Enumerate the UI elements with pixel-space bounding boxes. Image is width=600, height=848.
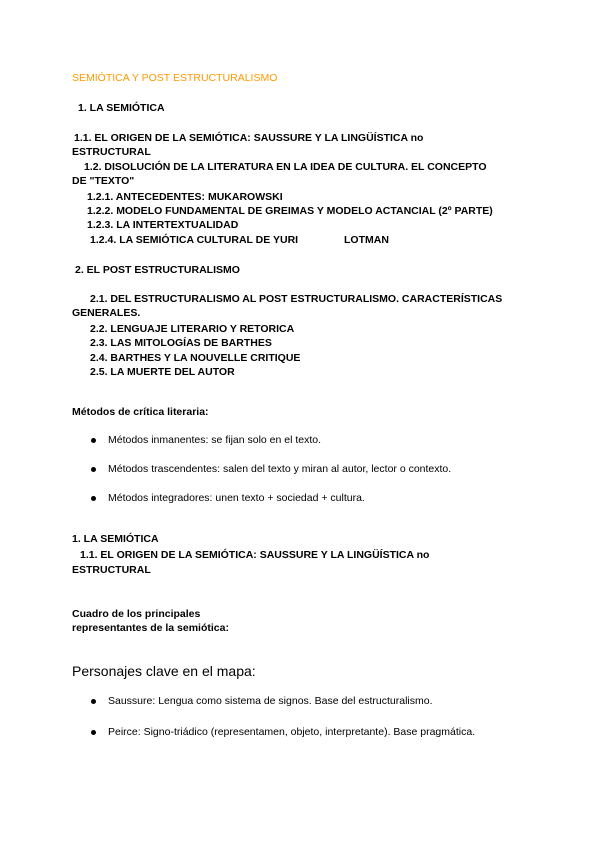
personajes-item-2: Peirce: Signo-triádico (representamen, objeto, interpretante). Base pragmática. (108, 726, 476, 738)
section-1-1-line1: 1.1. EL ORIGEN DE LA SEMIÓTICA: SAUSSURE Y LA LINGÜÍSTICA no (74, 132, 424, 144)
section-1-2-line2: DE "TEXTO" (72, 175, 135, 187)
cuadro-line-1: Cuadro de los principales (72, 608, 201, 620)
section-2-5: 2.5. LA MUERTE DEL AUTOR (90, 366, 235, 378)
section-2-heading: 2. EL POST ESTRUCTURALISMO (75, 264, 240, 276)
section-2-1-line2: GENERALES. (72, 307, 141, 319)
methods-item-3: Métodos integradores: unen texto + sociedad + cultura. (108, 492, 365, 504)
document-title: SEMIÓTICA Y POST ESTRUCTURALISMO (72, 72, 278, 84)
bullet-icon (91, 467, 96, 472)
methods-item-1: Métodos inmanentes: se fijan solo en el texto. (108, 434, 322, 446)
section-1-2-1: 1.2.1. ANTECEDENTES: MUKAROWSKI (87, 191, 283, 203)
section-1-2-line1: 1.2. DISOLUCIÓN DE LA LITERATURA EN LA IDEA DE CULTURA. EL CONCEPTO (84, 161, 487, 173)
section-1-1-line2: ESTRUCTURAL (72, 146, 151, 158)
bullet-icon (91, 496, 96, 501)
section-2-2: 2.2. LENGUAJE LITERARIO Y RETORICA (90, 323, 295, 335)
bullet-icon (91, 730, 96, 735)
section-1-2-3: 1.2.3. LA INTERTEXTUALIDAD (87, 219, 239, 231)
methods-item-2: Métodos trascendentes: salen del texto y miran al autor, lector o contexto. (108, 463, 452, 475)
repeat-section-1-1-line1: 1.1. EL ORIGEN DE LA SEMIÓTICA: SAUSSURE Y LA LINGÜÍSTICA no (80, 549, 430, 561)
personajes-item-1: Saussure: Lengua como sistema de signos. Base del estructuralismo. (108, 695, 433, 707)
bullet-icon (91, 699, 96, 704)
methods-heading: Métodos de crítica literaria: (72, 406, 209, 418)
section-1-heading: 1. LA SEMIÓTICA (78, 102, 165, 114)
bullet-icon (91, 438, 96, 443)
section-2-1-line1: 2.1. DEL ESTRUCTURALISMO AL POST ESTRUCTURALISMO. CARACTERÍSTICAS (90, 293, 503, 305)
section-1-2-2: 1.2.2. MODELO FUNDAMENTAL DE GREIMAS Y MODELO ACTANCIAL (2º PARTE) (87, 205, 493, 217)
section-1-2-4-part2: LOTMAN (344, 234, 389, 246)
section-1-2-4-part1: 1.2.4. LA SEMIÓTICA CULTURAL DE YURI (90, 234, 299, 246)
section-2-3: 2.3. LAS MITOLOGÍAS DE BARTHES (90, 337, 272, 349)
repeat-section-1-heading: 1. LA SEMIÓTICA (72, 533, 159, 545)
repeat-section-1-1-line2: ESTRUCTURAL (72, 564, 151, 576)
personajes-heading: Personajes clave en el mapa: (72, 663, 256, 679)
cuadro-line-2: representantes de la semiótica: (72, 622, 229, 634)
section-2-4: 2.4. BARTHES Y LA NOUVELLE CRITIQUE (90, 352, 301, 364)
